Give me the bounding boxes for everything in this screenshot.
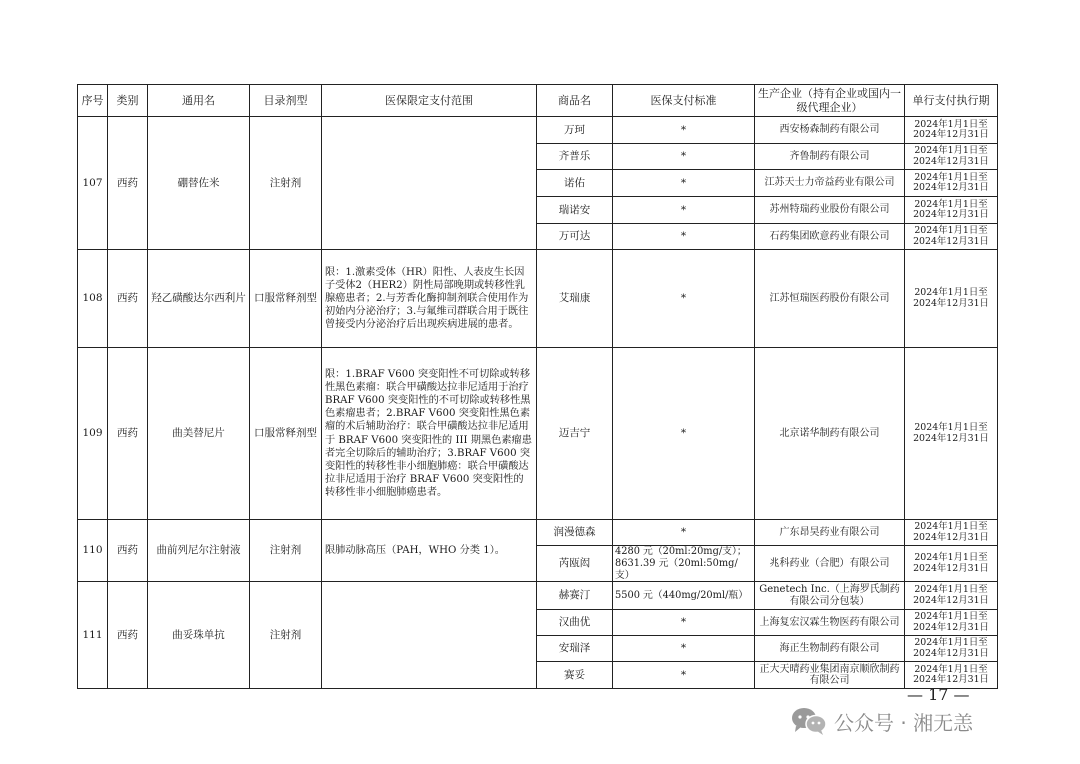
row-payment-scope: 限肺动脉高压（PAH，WHO 分类 1）。 [322,520,537,582]
payment-standard: * [613,250,755,348]
header-category: 类别 [108,85,148,117]
manufacturer: 上海复宏汉霖生物医药有限公司 [755,610,905,636]
row-payment-scope: 限：1.激素受体（HR）阳性、人表皮生长因子受体2（HER2）阴性局部晚期或转移性乳腺癌患者；2.与芳香化酶抑制剂联合使用作为初始内分泌治疗；3.与氟维司群联合用于既往曾接受内分泌治疗后出现疾病进展的患者。 [322,250,537,348]
table-header-row [78,85,998,117]
row-generic-name: 曲前列尼尔注射液 [148,520,250,582]
brand-name: 润漫德森 [537,520,613,546]
table-row [78,582,998,610]
page-number: — 17 — [907,685,970,704]
row-category: 西药 [108,250,148,348]
brand-name: 赫赛汀 [537,582,613,610]
header-manufacturer: 生产企业（持有企业或国内一级代理企业） [755,85,905,117]
row-dosage-form: 注射剂 [250,117,322,250]
payment-standard: * [613,224,755,250]
row-payment-scope [322,582,537,689]
header-generic-name: 通用名 [148,85,250,117]
manufacturer: 齐鲁制药有限公司 [755,144,905,170]
payment-standard: * [613,610,755,636]
manufacturer: 江苏天士力帝益药业有限公司 [755,170,905,197]
manufacturer: 北京诺华制药有限公司 [755,348,905,520]
payment-standard: 5500 元（440mg/20ml/瓶） [613,582,755,610]
brand-name: 万珂 [537,117,613,144]
row-payment-scope: 限：1.BRAF V600 突变阳性不可切除或转移性黑色素瘤：联合甲磺酸达拉非尼适用于治疗 BRAF V600 突变阳性的不可切除或转移性黑色素瘤患者；2.BRAF V600 突变阳性黑色素瘤的术后辅助治疗：联合甲磺酸达拉非尼适用于 BRAF V600 突变阳性的 III 期黑色素瘤患者完全切除后的辅助治疗；3.BRAF V600 突变阳性的转移性非小细胞肺癌：联合甲磺酸达拉非尼适用于治疗 BRAF V600 突变阳性的转移性非小细胞肺癌患者。 [322,348,537,520]
row-category: 西药 [108,520,148,582]
execution-period: 2024年1月1日至2024年12月31日 [905,520,998,546]
payment-standard: * [613,520,755,546]
execution-period: 2024年1月1日至2024年12月31日 [905,197,998,224]
header-dosage-form: 目录剂型 [250,85,322,117]
payment-standard: * [613,144,755,170]
execution-period: 2024年1月1日至2024年12月31日 [905,348,998,520]
execution-period: 2024年1月1日至2024年12月31日 [905,610,998,636]
row-dosage-form: 注射剂 [250,582,322,689]
table-row [78,520,998,546]
brand-name: 汉曲优 [537,610,613,636]
row-no: 109 [78,348,108,520]
payment-standard: 4280 元（20ml:20mg/支）；8631.39 元（20ml:50mg/支） [613,546,755,582]
manufacturer: 兆科药业（合肥）有限公司 [755,546,905,582]
drug-reimbursement-table [77,84,998,689]
brand-name: 芮瓯闳 [537,546,613,582]
row-payment-scope [322,117,537,250]
payment-standard: * [613,348,755,520]
payment-standard: * [613,197,755,224]
row-category: 西药 [108,582,148,689]
wechat-icon [790,706,828,736]
payment-standard: * [613,117,755,144]
brand-name: 赛妥 [537,662,613,689]
row-no: 110 [78,520,108,582]
brand-name: 艾瑞康 [537,250,613,348]
header-no: 序号 [78,85,108,117]
brand-name: 万可达 [537,224,613,250]
row-dosage-form: 注射剂 [250,520,322,582]
manufacturer: 西安杨森制药有限公司 [755,117,905,144]
table-row [78,250,998,348]
brand-name: 瑞诺安 [537,197,613,224]
manufacturer: 广东昂昊药业有限公司 [755,520,905,546]
manufacturer: 江苏恒瑞医药股份有限公司 [755,250,905,348]
execution-period: 2024年1月1日至2024年12月31日 [905,117,998,144]
table-row [78,117,998,144]
watermark-text: 公众号 · 湘无恙 [834,710,974,735]
header-brand-name: 商品名 [537,85,613,117]
manufacturer: 苏州特瑞药业股份有限公司 [755,197,905,224]
execution-period: 2024年1月1日至2024年12月31日 [905,170,998,197]
payment-standard: * [613,636,755,662]
row-dosage-form: 口服常释剂型 [250,348,322,520]
payment-standard: * [613,170,755,197]
row-no: 111 [78,582,108,689]
table-row [78,348,998,520]
execution-period: 2024年1月1日至2024年12月31日 [905,224,998,250]
payment-standard: * [613,662,755,689]
row-no: 107 [78,117,108,250]
watermark [790,704,973,738]
manufacturer: 正大天晴药业集团南京顺欣制药有限公司 [755,662,905,689]
brand-name: 齐普乐 [537,144,613,170]
header-payment-scope: 医保限定支付范围 [322,85,537,117]
row-generic-name: 曲妥珠单抗 [148,582,250,689]
manufacturer: 海正生物制药有限公司 [755,636,905,662]
brand-name: 诺佑 [537,170,613,197]
row-no: 108 [78,250,108,348]
execution-period: 2024年1月1日至2024年12月31日 [905,582,998,610]
manufacturer: Genetech Inc.（上海罗氏制药有限公司分包装） [755,582,905,610]
execution-period: 2024年1月1日至2024年12月31日 [905,250,998,348]
execution-period: 2024年1月1日至2024年12月31日 [905,144,998,170]
row-generic-name: 曲美替尼片 [148,348,250,520]
execution-period: 2024年1月1日至2024年12月31日 [905,662,998,689]
row-dosage-form: 口服常释剂型 [250,250,322,348]
row-generic-name: 羟乙磺酸达尔西利片 [148,250,250,348]
brand-name: 安瑞泽 [537,636,613,662]
header-period: 单行支付执行期 [905,85,998,117]
row-category: 西药 [108,348,148,520]
row-category: 西药 [108,117,148,250]
brand-name: 迈吉宁 [537,348,613,520]
manufacturer: 石药集团欧意药业有限公司 [755,224,905,250]
header-payment-standard: 医保支付标准 [613,85,755,117]
execution-period: 2024年1月1日至2024年12月31日 [905,636,998,662]
row-generic-name: 硼替佐米 [148,117,250,250]
execution-period: 2024年1月1日至2024年12月31日 [905,546,998,582]
